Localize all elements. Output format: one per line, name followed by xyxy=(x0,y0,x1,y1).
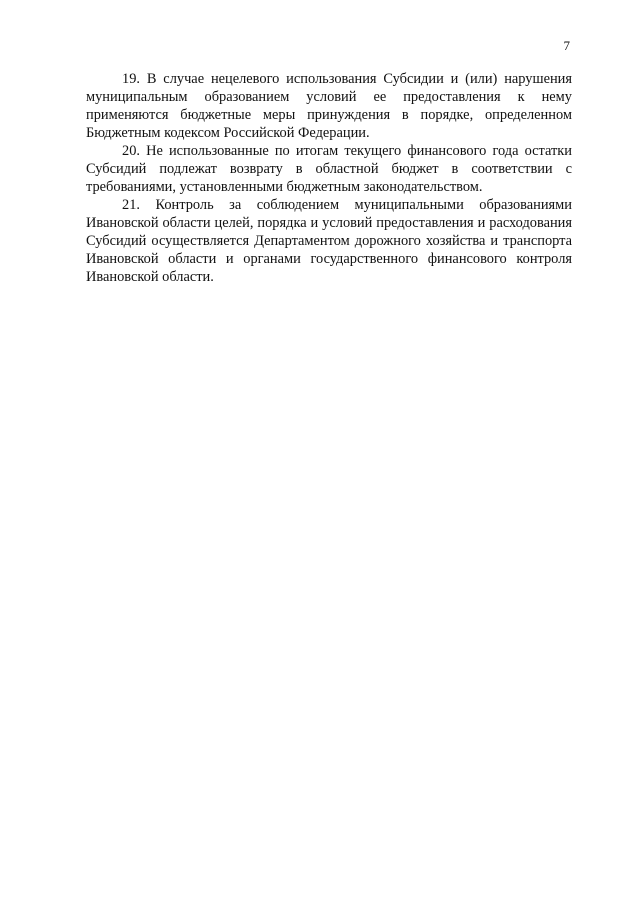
paragraph-20: 20. Не использованные по итогам текущего финансового года остатки Субсидий подлежат возврату в областной бюджет в соответствии с требованиями, установленными бюджетным законодательством. xyxy=(86,143,572,195)
paragraph-21: 21. Контроль за соблюдением муниципальными образованиями Ивановской области целей, порядка и условий предоставления и расходования Субсидий осуществляется Департаментом дорожного хозяйства и транспорта Ивановской области и органами государственного финансового контроля Ивановской области. xyxy=(86,197,572,285)
page-number: 7 xyxy=(563,38,570,53)
document-body xyxy=(86,70,572,286)
paragraph-19: 19. В случае нецелевого использования Субсидии и (или) нарушения муниципальным образованием условий ее предоставления к нему применяются бюджетные меры принуждения в порядке, определенном Бюджетным кодексом Российской Федерации. xyxy=(86,71,572,141)
